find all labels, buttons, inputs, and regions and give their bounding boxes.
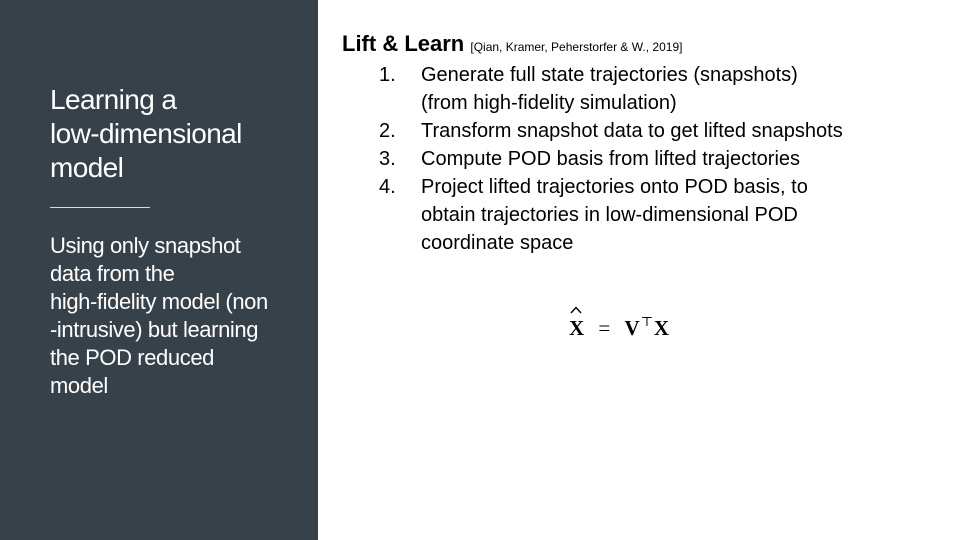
heading-text: Lift & Learn	[342, 31, 465, 56]
description-line: -intrusive) but learning	[50, 317, 259, 342]
step-line: Project lifted trajectories onto POD basis, to	[421, 176, 808, 198]
section-description	[50, 232, 312, 400]
citation: [Qian, Kramer, Peherstorfer & W., 2019]	[470, 40, 683, 54]
step-item	[342, 173, 942, 257]
hat-accent-icon	[570, 306, 582, 314]
step-number: 4.	[379, 176, 396, 198]
lhs-variable: X	[569, 316, 585, 340]
description-line: data from the	[50, 261, 175, 286]
description-line: the POD reduced	[50, 345, 214, 370]
section-title-line: low-dimensional	[50, 118, 242, 149]
equation-lhs	[569, 316, 584, 341]
section-title-line: model	[50, 152, 124, 183]
step-number: 2.	[379, 120, 396, 142]
step-line: (from high-fidelity simulation)	[421, 92, 677, 114]
description-line: model	[50, 373, 108, 398]
section-title-line: Learning a	[50, 84, 177, 115]
slide-heading	[342, 30, 942, 61]
basis-matrix: V	[624, 316, 640, 340]
description-line: high-fidelity model (non	[50, 289, 268, 314]
slide-content	[342, 30, 942, 257]
step-number: 1.	[379, 64, 396, 86]
equals-sign: =	[598, 316, 611, 340]
step-line: Transform snapshot data to get lifted snapshots	[421, 120, 843, 142]
step-line: obtain trajectories in low-dimensional POD	[421, 204, 798, 226]
step-text	[421, 117, 942, 145]
step-line: Generate full state trajectories (snapshots)	[421, 64, 798, 86]
step-item	[342, 117, 942, 145]
step-text	[421, 173, 942, 257]
step-list	[342, 61, 942, 257]
section-title	[50, 83, 300, 185]
projection-equation	[569, 314, 669, 341]
transpose-symbol: ⊤	[640, 314, 653, 329]
step-number: 3.	[379, 148, 396, 170]
step-item	[342, 145, 942, 173]
step-text	[421, 61, 942, 117]
step-text	[421, 145, 942, 173]
step-line: Compute POD basis from lifted trajectories	[421, 148, 801, 170]
step-line: coordinate space	[421, 232, 574, 254]
description-line: Using only snapshot	[50, 233, 241, 258]
step-item	[342, 61, 942, 117]
rhs-variable: X	[653, 316, 670, 340]
section-sidebar	[0, 0, 318, 540]
title-divider	[50, 207, 150, 208]
